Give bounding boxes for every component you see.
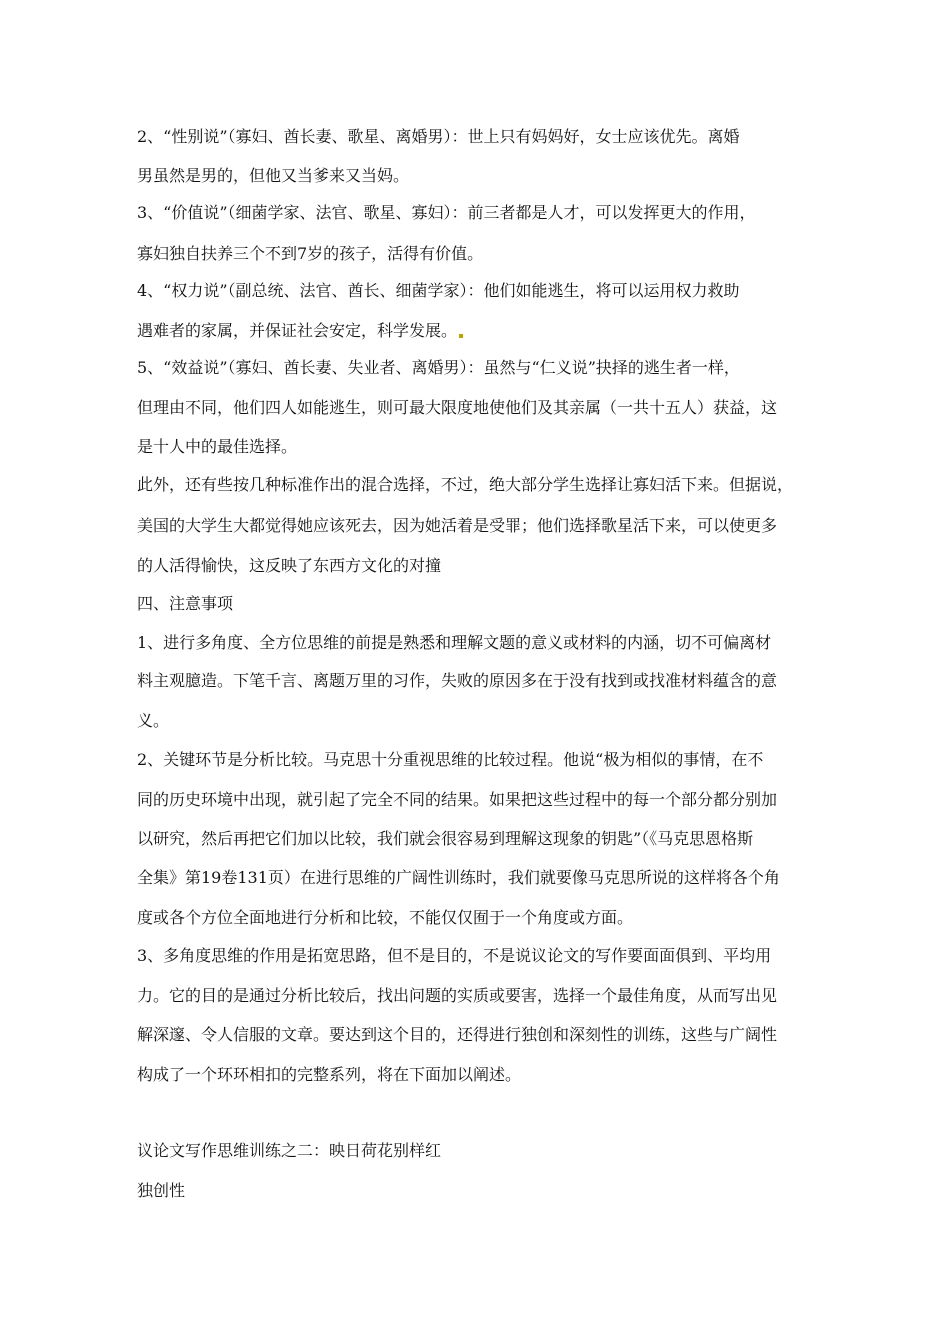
- paragraph-line: 料主观臆造。下笔千言、离题万里的习作，失败的原因多在于没有找到或找准材料蕴含的意: [137, 671, 778, 690]
- paragraph-line: 以研究，然后再把它们加以比较，我们就会很容易到理解这现象的钥匙”（《马克思恩格斯: [137, 829, 754, 848]
- paragraph-line: [137, 320, 463, 342]
- paragraph-line: 解深邃、令人信服的文章。要达到这个目的，还得进行独创和深刻性的训练，这些与广阔性: [137, 1025, 778, 1044]
- paragraph-line: 美国的大学生大都觉得她应该死去，因为她活着是受罪；他们选择歌星活下来，可以使更多: [137, 516, 778, 535]
- section-title: 议论文写作思维训练之二：映日荷花别样红: [137, 1141, 442, 1160]
- paragraph-line: 4、“权力说”（副总统、法官、酋长、细菌学家）：他们如能逃生，将可以运用权力救助: [137, 281, 740, 300]
- paragraph-line: 2、“性别说”（寡妇、酋长妻、歌星、离婚男）：世上只有妈妈好，女士应该优先。离婚: [137, 127, 740, 146]
- section-heading: 四、注意事项: [137, 594, 234, 613]
- paragraph-line: 寡妇独自扶养三个不到7岁的孩子，活得有价值。: [137, 244, 484, 263]
- paragraph-line: 但理由不同，他们四人如能逃生，则可最大限度地使他们及其亲属（一共十五人）获益，这: [137, 398, 778, 417]
- paragraph-line: 3、多角度思维的作用是拓宽思路，但不是目的，不是说议论文的写作要面面俱到、平均用: [137, 946, 772, 965]
- paragraph-line: 构成了一个环环相扣的完整系列，将在下面加以阐述。: [137, 1065, 522, 1084]
- paragraph-line: 是十人中的最佳选择。: [137, 437, 298, 456]
- paragraph-line: 全集》第19卷131页）在进行思维的广阔性训练时，我们就要像马克思所说的这样将各个角: [137, 868, 780, 887]
- paragraph-line: 男虽然是男的，但他又当爹来又当妈。: [137, 166, 410, 185]
- paragraph-line: 义。: [137, 711, 170, 730]
- subsection-title: 独创性: [137, 1181, 186, 1200]
- paragraph-line: 的人活得愉快，这反映了东西方文化的对撞: [137, 556, 442, 575]
- paragraph-line: 2、关键环节是分析比较。马克思十分重视思维的比较过程。他说“极为相似的事情，在不: [137, 750, 764, 769]
- paragraph-line: 此外，还有些按几种标准作出的混合选择，不过，绝大部分学生选择让寡妇活下来。但据说，: [137, 475, 794, 494]
- paragraph-line: 力。它的目的是通过分析比较后，找出问题的实质或要害，选择一个最佳角度，从而写出见: [137, 986, 778, 1005]
- paragraph-line: 度或各个方位全面地进行分析和比较，不能仅仅囿于一个角度或方面。: [137, 908, 634, 927]
- paragraph-line: 1、进行多角度、全方位思维的前提是熟悉和理解文题的意义或材料的内涵，切不可偏离材: [137, 633, 772, 652]
- paragraph-line-text: 遇难者的家属，并保证社会安定，科学发展。: [137, 321, 458, 340]
- highlight-marker-icon: [459, 334, 463, 338]
- paragraph-line: 同的历史环境中出现，就引起了完全不同的结果。如果把这些过程中的每一个部分都分别加: [137, 790, 778, 809]
- paragraph-line: 3、“价值说”（细菌学家、法官、歌星、寡妇）：前三者都是人才，可以发挥更大的作用，: [137, 203, 756, 222]
- paragraph-line: 5、“效益说”（寡妇、酋长妻、失业者、离婚男）：虽然与“仁义说”抉择的逃生者一样，: [137, 358, 740, 377]
